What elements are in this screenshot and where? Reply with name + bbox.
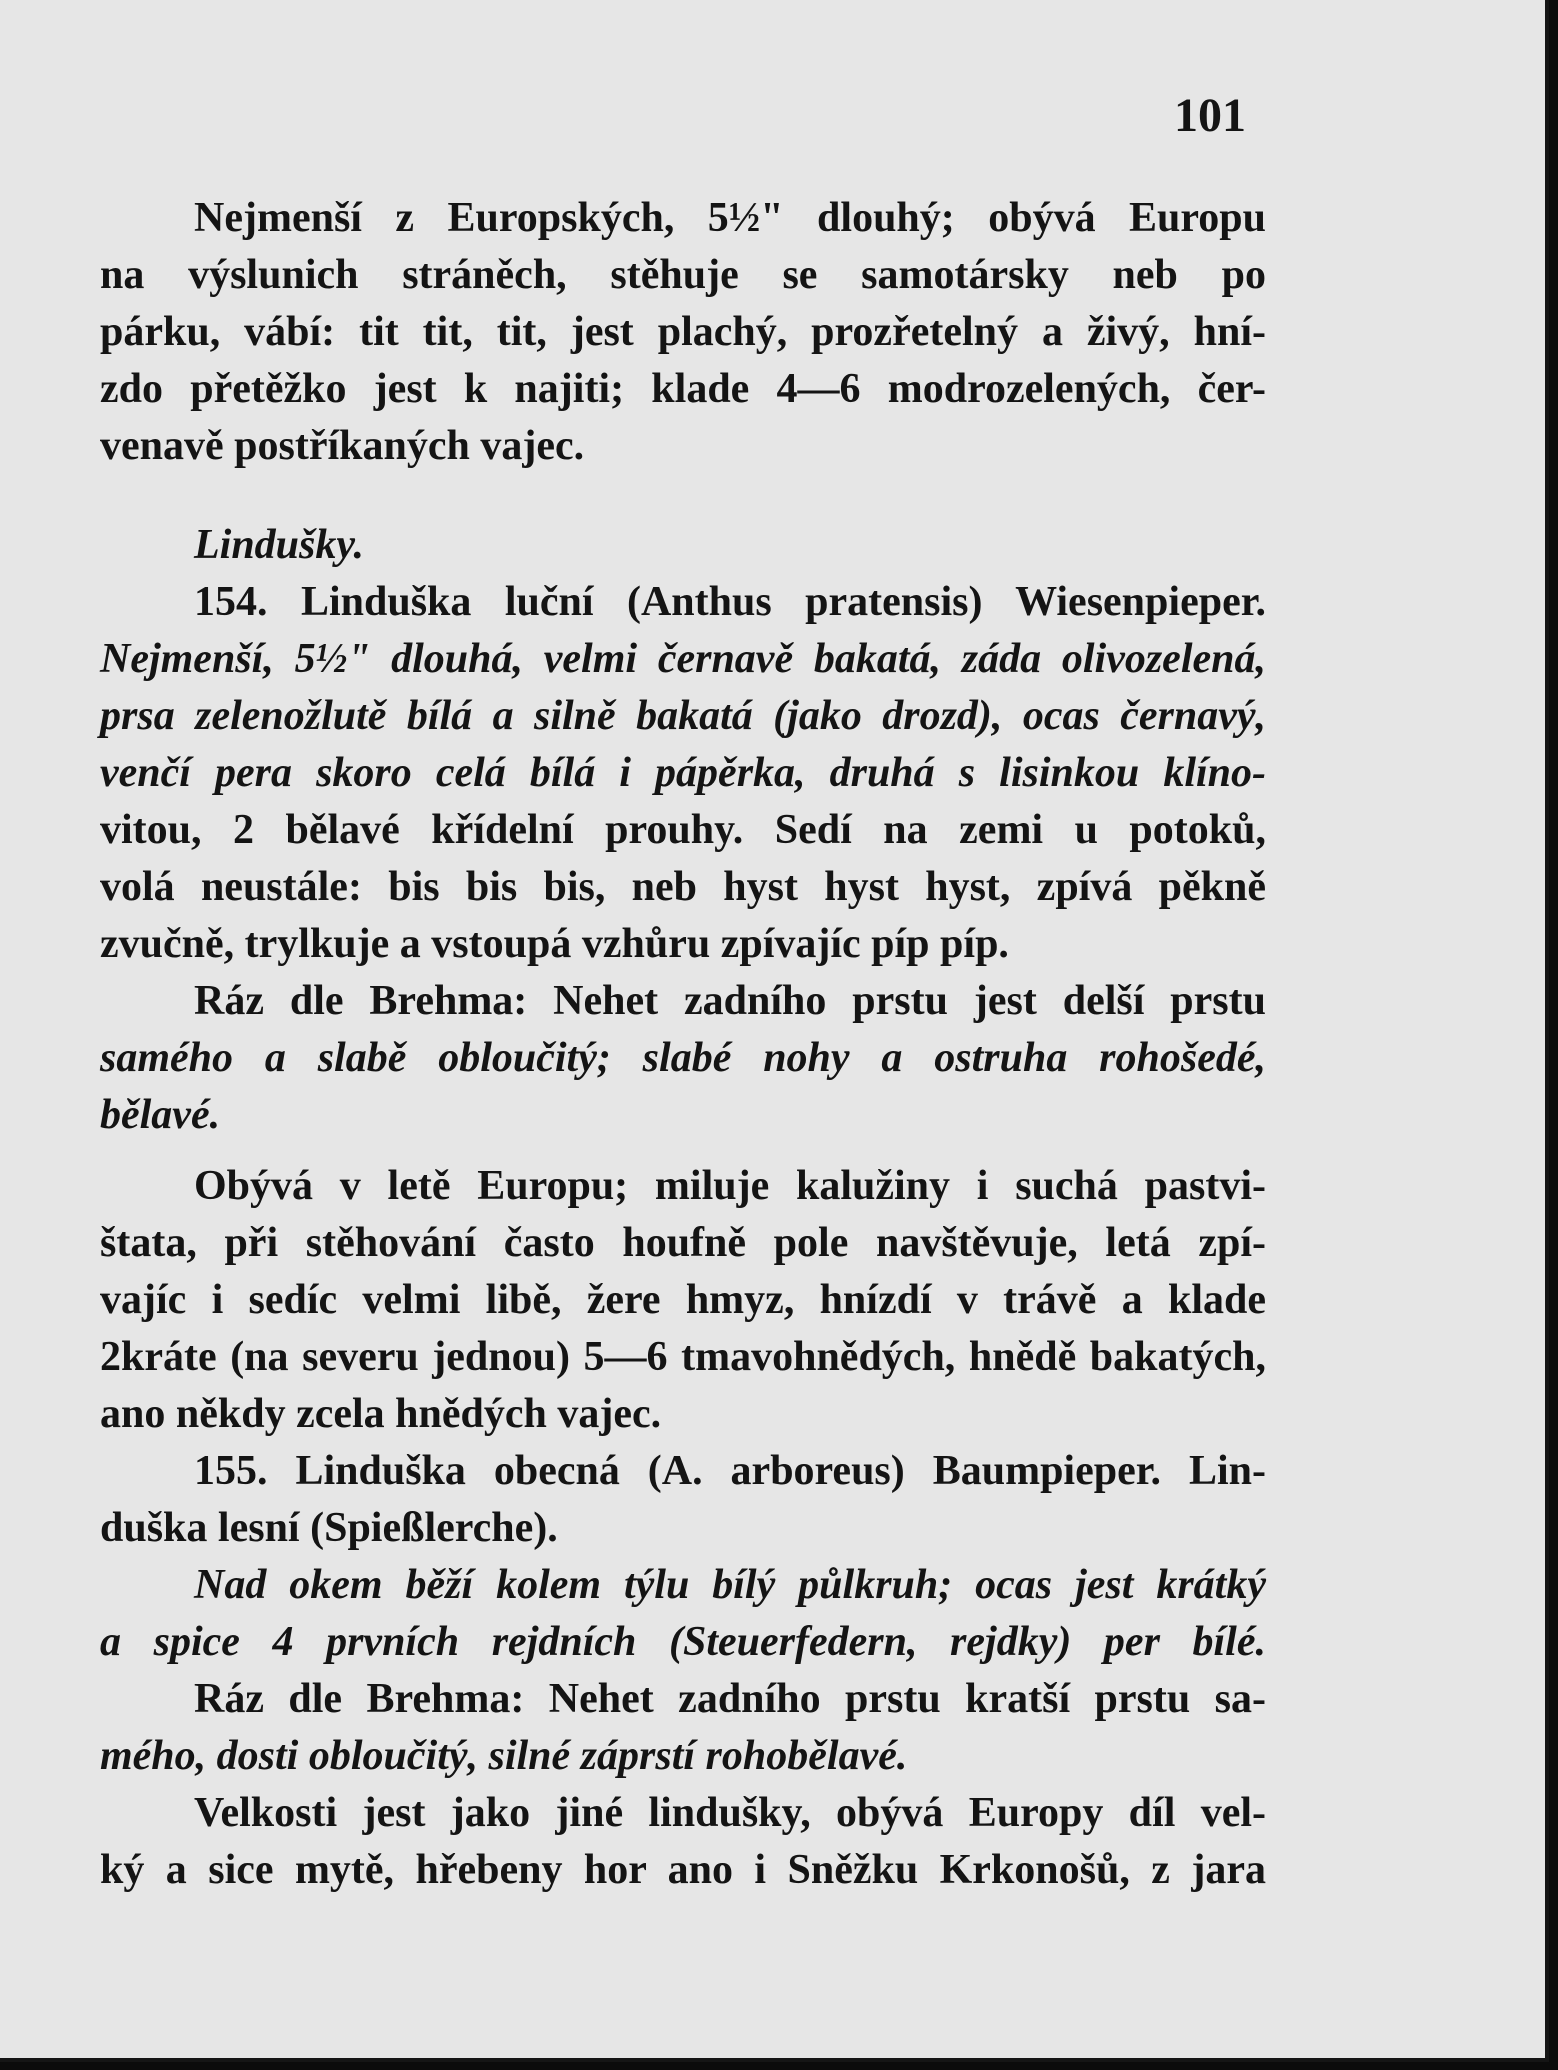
text-line: Ráz dle Brehma: Nehet zadního prstu jest delší prstu [194,978,1266,1024]
entry-title: duška lesní (Spießlerche). [100,1505,558,1551]
text-line: na výslunich stráněch, stěhuje se samotársky neb po [100,252,1266,298]
text-line: prsa zelenožlutě bílá a silně bakatá (jako drozd), ocas černavý, [100,693,1266,739]
text-line: volá neustále: bis bis bis, neb hyst hyst hyst, zpívá pěkně [100,864,1266,910]
text-line: Velkosti jest jako jiné lindušky, obývá Europy díl vel- [194,1790,1266,1836]
text-line: Nejmenší, 5½" dlouhá, velmi černavě bakatá, záda olivozelená, [100,636,1266,682]
text-line: venčí pera skoro celá bílá i pápěrka, druhá s lisinkou klíno- [100,750,1266,796]
text-line: vajíc i sedíc velmi libě, žere hmyz, hnízdí v trávě a klade [100,1277,1266,1323]
entry-154 [100,574,1266,1443]
text-line: a spice 4 prvních rejdních (Steuerfedern, rejdky) per bílé. [100,1619,1266,1665]
text-line: 2kráte (na severu jednou) 5—6 tmavohnědých, hnědě bakatých, [100,1334,1266,1380]
intro-paragraph [100,190,1266,475]
text-line: Nejmenší z Europských, 5½" dlouhý; obývá Europu [194,195,1266,241]
text-line: samého a slabě obloučitý; slabé nohy a ostruha rohošedé, [100,1035,1266,1081]
text-line: vitou, 2 bělavé křídelní prouhy. Sedí na zemi u potoků, [100,807,1266,853]
entry-title: 155. Linduška obecná (A. arboreus) Baumpieper. Lin- [194,1448,1266,1494]
text-line: Nad okem běží kolem týlu bílý půlkruh; ocas jest krátký [194,1562,1266,1608]
page-number: 101 [1174,89,1246,142]
paragraph-gap [100,1144,1266,1158]
text-line: ano někdy zcela hnědých vajec. [100,1391,662,1437]
text-line: párku, vábí: tit tit, tit, jest plachý, prozřetelný a živý, hní- [100,309,1266,355]
text-line: bělavé. [100,1092,221,1138]
entry-155 [100,1443,1266,1899]
text-line: štata, při stěhování často houfně pole navštěvuje, letá zpí- [100,1220,1266,1266]
entry-title: 154. Linduška luční (Anthus pratensis) Wiesenpieper. [194,579,1266,625]
text-line: zdo přetěžko jest k najiti; klade 4—6 modrozelených, čer- [100,366,1266,412]
text-line: Obývá v letě Europu; miluje kalužiny i suchá pastvi- [194,1163,1266,1209]
text-line: Ráz dle Brehma: Nehet zadního prstu kratší prstu sa- [194,1676,1266,1722]
text-line: venavě postříkaných vajec. [100,423,585,469]
text-line: zvučně, trylkuje a vstoupá vzhůru zpívajíc píp píp. [100,921,1009,967]
page-body [100,190,1266,1899]
section-heading: Lindušky. [194,522,364,568]
text-line: ký a sice mytě, hřebeny hor ano i Sněžku Krkonošů, z jara [100,1847,1266,1893]
text-line: mého, dosti obloučitý, silné záprstí rohobělavé. [100,1733,908,1779]
